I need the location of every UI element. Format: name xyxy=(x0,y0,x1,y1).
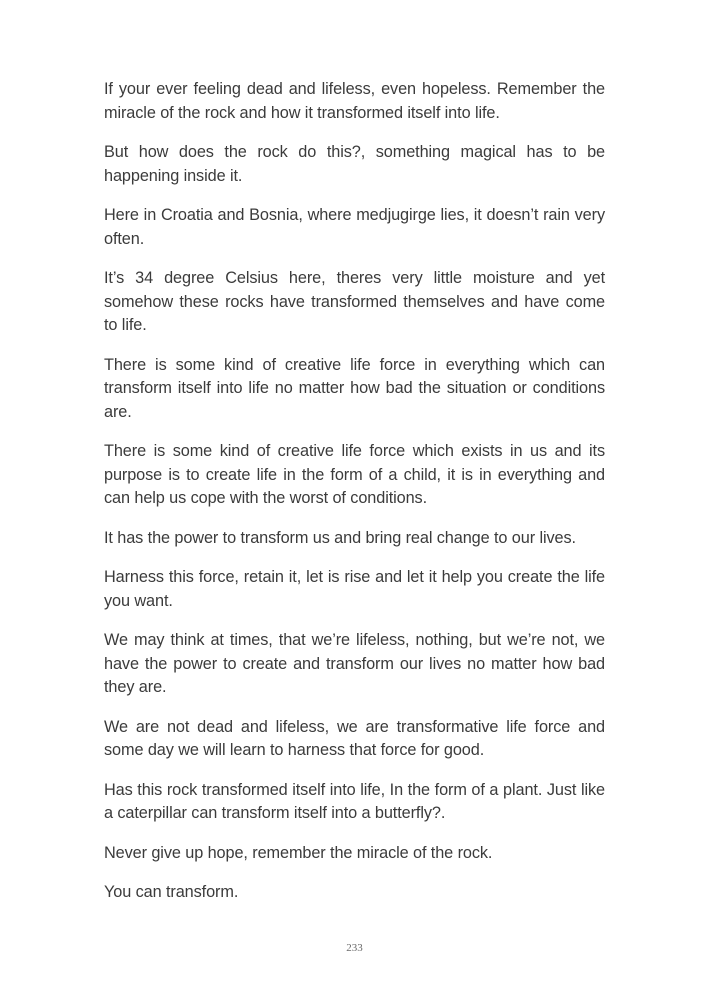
paragraph: Harness this force, retain it, let is rise and let it help you create the life you want. xyxy=(104,568,605,610)
paragraph: It’s 34 degree Celsius here, theres very little moisture and yet somehow these rocks have transformed themselves and have come to life. xyxy=(104,269,605,334)
paragraph: There is some kind of creative life force in everything which can transform itself into life no matter how bad the situation or conditions are. xyxy=(104,355,605,421)
body-text xyxy=(104,78,605,921)
paragraph: We are not dead and lifeless, we are transformative life force and some day we will learn to harness that force for good. xyxy=(104,717,605,759)
page-number: 233 xyxy=(346,942,363,954)
paragraph: There is some kind of creative life force which exists in us and its purpose is to create life in the form of a child, it is in everything and can help us cope with the worst of conditions. xyxy=(104,442,605,507)
paragraph: If your ever feeling dead and lifeless, even hopeless. Remember the miracle of the rock and how it transformed itself into life. xyxy=(104,80,605,122)
paragraph: But how does the rock do this?, something magical has to be happening inside it. xyxy=(104,143,605,185)
paragraph: Never give up hope, remember the miracle of the rock. xyxy=(104,843,493,862)
paragraph: You can transform. xyxy=(104,883,239,901)
paragraph: Here in Croatia and Bosnia, where medjugirge lies, it doesn’t rain very often. xyxy=(104,206,605,248)
paragraph: It has the power to transform us and bring real change to our lives. xyxy=(104,528,576,547)
paragraph: Has this rock transformed itself into life, In the form of a plant. Just like a caterpillar can transform itself into a butterfly?. xyxy=(104,780,605,822)
paragraph: We may think at times, that we’re lifeless, nothing, but we’re not, we have the power to create and transform our lives no matter how bad they are. xyxy=(104,631,605,696)
